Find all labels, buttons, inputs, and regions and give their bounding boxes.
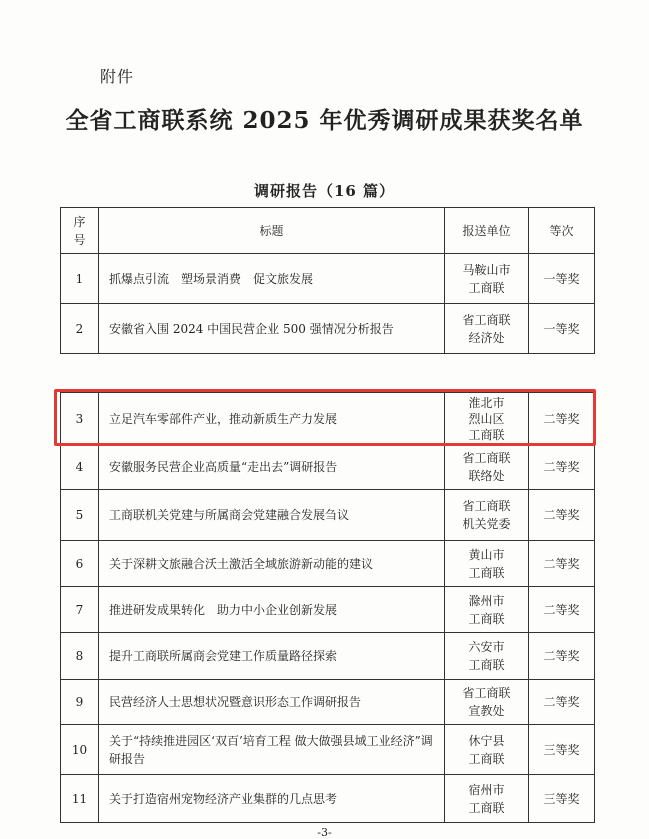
row-prize: 二等奖 bbox=[529, 680, 595, 725]
row-unit-line: 联络处 bbox=[468, 469, 505, 483]
row-prize: 二等奖 bbox=[529, 587, 595, 633]
row-prize: 一等奖 bbox=[529, 254, 595, 304]
row-title: 立足汽车零部件产业，推动新质生产力发展 bbox=[99, 393, 445, 445]
row-number: 5 bbox=[61, 490, 99, 541]
row-prize: 三等奖 bbox=[529, 725, 595, 775]
row-unit bbox=[445, 680, 529, 725]
row-unit-line: 工商联 bbox=[468, 658, 505, 672]
row-prize: 三等奖 bbox=[529, 775, 595, 823]
row-unit bbox=[445, 725, 529, 775]
row-title: 工商联机关党建与所属商会党建融合发展刍议 bbox=[99, 490, 445, 541]
row-unit bbox=[445, 393, 529, 445]
row-number: 2 bbox=[61, 304, 99, 354]
row-unit-line: 淮北市 bbox=[468, 395, 505, 410]
row-title: 提升工商联所属商会党建工作质量路径探索 bbox=[99, 633, 445, 680]
row-prize: 一等奖 bbox=[529, 304, 595, 354]
header-title: 标题 bbox=[99, 208, 445, 254]
header-number-line2: 号 bbox=[73, 232, 86, 247]
table-row bbox=[61, 490, 595, 541]
row-number: 8 bbox=[61, 633, 99, 680]
row-unit-line: 休宁县 bbox=[468, 733, 505, 748]
attachment-label: 附件 bbox=[100, 67, 135, 86]
table-row bbox=[61, 445, 595, 490]
row-title: 民营经济人士思想状况暨意识形态工作调研报告 bbox=[99, 680, 445, 725]
row-number: 1 bbox=[61, 254, 99, 304]
row-number: 9 bbox=[61, 680, 99, 725]
table-row bbox=[61, 254, 595, 304]
table-row bbox=[61, 775, 595, 823]
row-unit-line: 马鞍山市 bbox=[462, 262, 511, 277]
table-row bbox=[61, 393, 595, 445]
row-unit-line: 工商联 bbox=[468, 611, 505, 626]
row-unit bbox=[445, 304, 529, 354]
table-row bbox=[61, 633, 595, 680]
row-unit-line: 机关党委 bbox=[462, 517, 511, 531]
header-number-line1: 序 bbox=[73, 214, 86, 229]
row-title: 安徽服务民营企业高质量“走出去”调研报告 bbox=[99, 445, 445, 490]
row-unit-line: 省工商联 bbox=[462, 499, 511, 513]
page-number: -3- bbox=[317, 826, 332, 839]
row-number: 6 bbox=[61, 541, 99, 587]
row-unit-line: 六安市 bbox=[468, 640, 505, 654]
section-title: 调研报告（16 篇） bbox=[253, 182, 396, 200]
row-unit-line: 工商联 bbox=[468, 751, 505, 766]
row-title: 关于深耕文旅融合沃土激活全域旅游新动能的建议 bbox=[99, 541, 445, 587]
row-unit bbox=[445, 775, 529, 823]
table-row bbox=[61, 304, 595, 354]
row-title: 安徽省入围 2024 中国民营企业 500 强情况分析报告 bbox=[99, 304, 445, 354]
row-unit-line: 省工商联 bbox=[462, 451, 511, 465]
row-unit-line: 工商联 bbox=[468, 565, 505, 580]
row-title: 关于打造宿州宠物经济产业集群的几点思考 bbox=[99, 775, 445, 823]
row-unit-line: 宿州市 bbox=[468, 782, 505, 797]
row-unit-line: 工商联 bbox=[468, 427, 505, 442]
row-prize: 二等奖 bbox=[529, 633, 595, 680]
row-unit bbox=[445, 541, 529, 587]
row-unit-line: 滁州市 bbox=[468, 593, 505, 608]
document-title: 全省工商联系统 2025 年优秀调研成果获奖名单 bbox=[65, 107, 584, 134]
row-unit-line: 工商联 bbox=[468, 800, 505, 815]
row-unit-line: 黄山市 bbox=[468, 547, 505, 562]
row-number: 4 bbox=[61, 445, 99, 490]
row-prize: 二等奖 bbox=[529, 490, 595, 541]
awards-table-bottom bbox=[60, 392, 595, 823]
row-number: 7 bbox=[61, 587, 99, 633]
row-unit-line: 省工商联 bbox=[462, 686, 511, 700]
row-unit bbox=[445, 254, 529, 304]
row-unit-line: 宣教处 bbox=[468, 704, 505, 718]
table-row bbox=[61, 541, 595, 587]
row-unit-line: 经济处 bbox=[468, 330, 505, 345]
row-unit bbox=[445, 490, 529, 541]
row-prize: 二等奖 bbox=[529, 393, 595, 445]
header-prize: 等次 bbox=[529, 208, 595, 254]
header-unit: 报送单位 bbox=[445, 208, 529, 254]
row-number: 11 bbox=[61, 775, 99, 823]
row-unit-line: 烈山区 bbox=[468, 411, 505, 426]
row-number: 3 bbox=[61, 393, 99, 445]
row-unit bbox=[445, 445, 529, 490]
row-unit-line: 工商联 bbox=[468, 280, 505, 295]
awards-table-top bbox=[60, 207, 595, 354]
row-number: 10 bbox=[61, 725, 99, 775]
header-number bbox=[61, 208, 99, 254]
row-title: 抓爆点引流 塑场景消费 促文旅发展 bbox=[99, 254, 445, 304]
table-row bbox=[61, 725, 595, 775]
row-prize: 二等奖 bbox=[529, 445, 595, 490]
row-unit bbox=[445, 587, 529, 633]
table-row bbox=[61, 587, 595, 633]
row-prize: 二等奖 bbox=[529, 541, 595, 587]
row-title: 推进研发成果转化 助力中小企业创新发展 bbox=[99, 587, 445, 633]
table-header-row bbox=[61, 208, 595, 254]
table-row bbox=[61, 680, 595, 725]
row-unit bbox=[445, 633, 529, 680]
row-unit-line: 省工商联 bbox=[462, 312, 511, 327]
row-title: 关于“持续推进园区‘双百’培育工程 做大做强县域工业经济”调研报告 bbox=[99, 725, 445, 775]
